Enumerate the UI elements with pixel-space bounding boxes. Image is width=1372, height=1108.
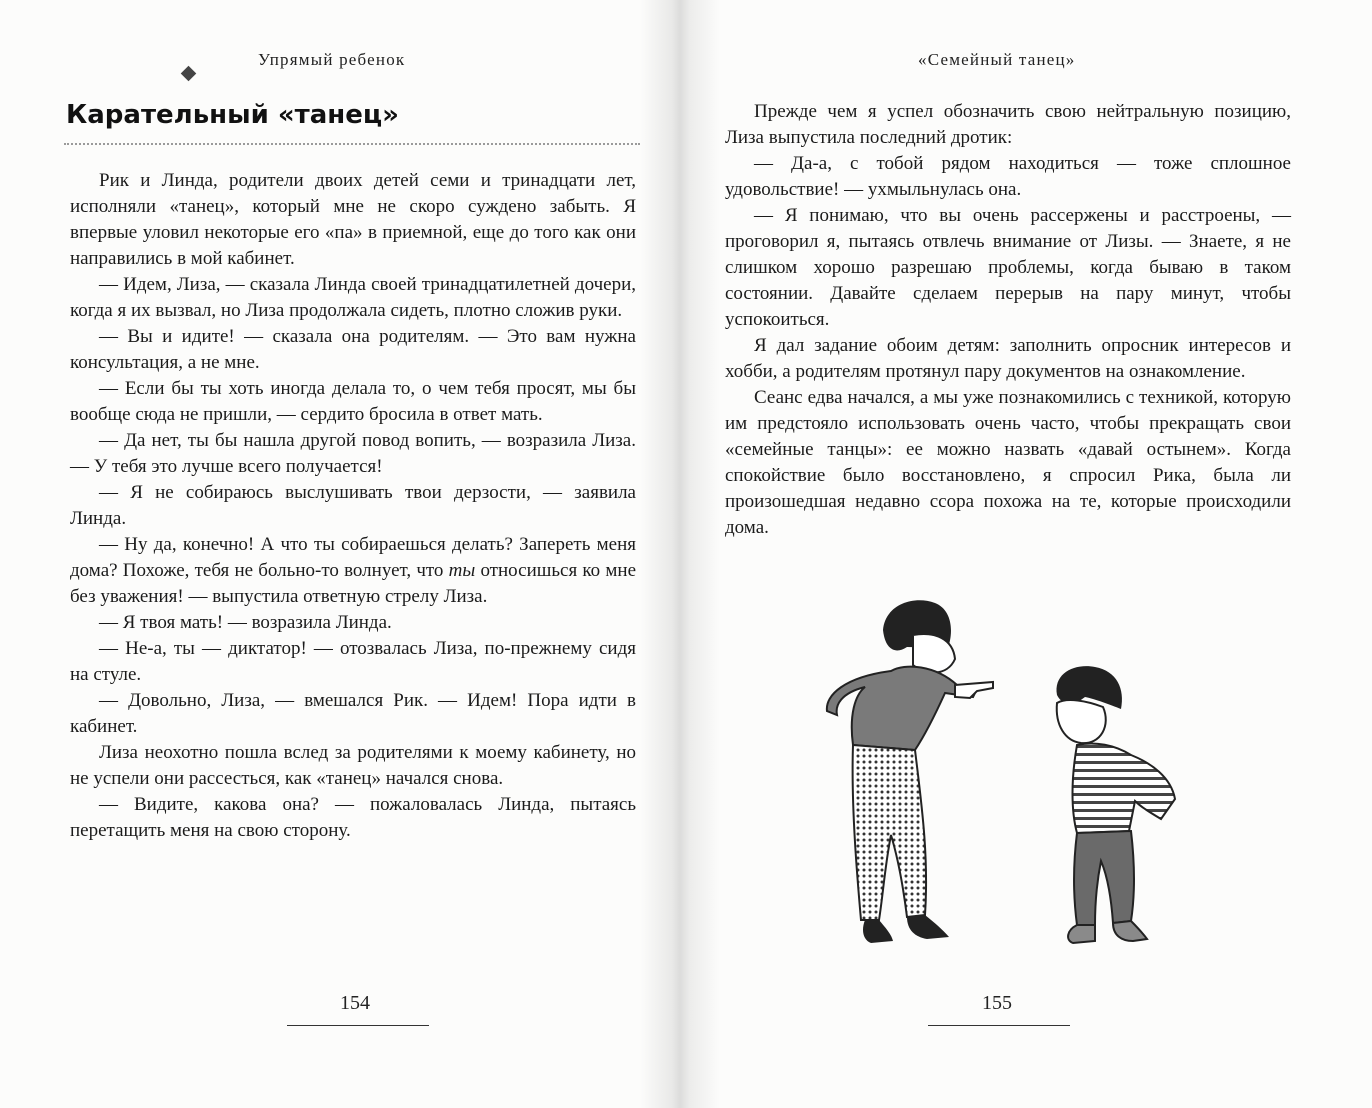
paragraph: Рик и Линда, родители двоих детей семи и тринадцати лет, исполняли «танец», который мне не скоро суждено забыть. Я впервые уловил некоторые его «па» в приемной, еще до того как они направились в мой кабинет. [70, 170, 636, 269]
paragraph: — Вы и идите! — сказала она родителям. — Это вам нужна консультация, а не мне. [70, 326, 636, 373]
paragraph: — Видите, какова она? — пожаловалась Линда, пытаясь перетащить меня на свою сторону. [70, 794, 636, 841]
paragraph: — Не-а, ты — диктатор! — отозвалась Лиза, по-прежнему сидя на стуле. [70, 638, 636, 685]
paragraph: — Я понимаю, что вы очень рассержены и расстроены, — проговорил я, пытаясь отвлечь внимание от Лизы. — Знаете, я не слишком хорошо разрешаю проблемы, когда бываю в таком состоянии. Давайте сделаем перерыв на пару минут, чтобы успокоиться. [725, 205, 1291, 330]
book-gutter [640, 0, 720, 1108]
title-divider [64, 143, 640, 145]
paragraph: — Да нет, ты бы нашла другой повод вопить, — возразила Лиза. — У тебя это лучше всего получается! [70, 430, 636, 477]
left-running-head: Упрямый ребенок [258, 50, 406, 69]
paragraph: Я дал задание обоим детям: заполнить опросник интересов и хобби, а родителям протянул пару документов на ознакомление. [725, 335, 1291, 382]
paragraph: Сеанс едва начался, а мы уже познакомились с техникой, которую им предстояло использовать очень часто, чтобы прекращать свои «семейные танцы»: ее можно назвать «давай остынем». Когда спокойствие было восстановлено, я спросил Рика, была ли произошедшая недавно ссора похожа на те, которые происходили дома. [725, 387, 1291, 538]
page-number-rule [928, 1025, 1070, 1026]
chapter-title: Карательный «танец» [66, 100, 399, 130]
page-number-rule [287, 1025, 429, 1026]
right-running-head: «Семейный танец» [918, 50, 1076, 69]
paragraph-text: — Ну да, конечно! А что ты собираешься делать? Запереть меня дома? Похоже, тебя не больно-то волнует, что [70, 534, 636, 581]
paragraph: Прежде чем я успел обозначить свою нейтральную позицию, Лиза выпустила последний дротик: [725, 101, 1291, 148]
paragraph: Лиза неохотно пошла вслед за родителями к моему кабинету, но не успели они рассесться, как «танец» начался снова. [70, 742, 636, 789]
paragraph-text: относишься ко мне без уважения! — выпустила ответную стрелу Лиза. [70, 560, 636, 607]
paragraph [70, 532, 636, 610]
paragraph: — Я твоя мать! — возразила Линда. [99, 612, 392, 633]
paragraph: — Да-а, с тобой рядом находиться — тоже сплошное удовольствие! — ухмыльнулась она. [725, 153, 1291, 200]
left-body-text [70, 168, 636, 844]
page-number: 155 [982, 992, 1012, 1014]
paragraph: — Довольно, Лиза, — вмешался Рик. — Идем! Пора идти в кабинет. [70, 690, 636, 737]
diamond-ornament-icon [181, 66, 197, 82]
paragraph: — Я не собираюсь выслушивать твои дерзости, — заявила Линда. [70, 482, 636, 529]
mother-scolding-child-illustration [795, 585, 1195, 955]
right-body-text [725, 99, 1291, 541]
page-number: 154 [340, 992, 370, 1014]
child-figure [1057, 666, 1175, 943]
paragraph: — Если бы ты хоть иногда делала то, о чем тебя просят, мы бы вообще сюда не пришли, — сердито бросила в ответ мать. [70, 378, 636, 425]
paragraph: — Идем, Лиза, — сказала Линда своей тринадцатилетней дочери, когда я их вызвал, но Лиза продолжала сидеть, плотно сложив руки. [70, 274, 636, 321]
left-page [0, 0, 680, 1108]
emphasis-text: ты [448, 560, 476, 581]
mother-figure [827, 600, 993, 943]
right-page [680, 0, 1372, 1108]
